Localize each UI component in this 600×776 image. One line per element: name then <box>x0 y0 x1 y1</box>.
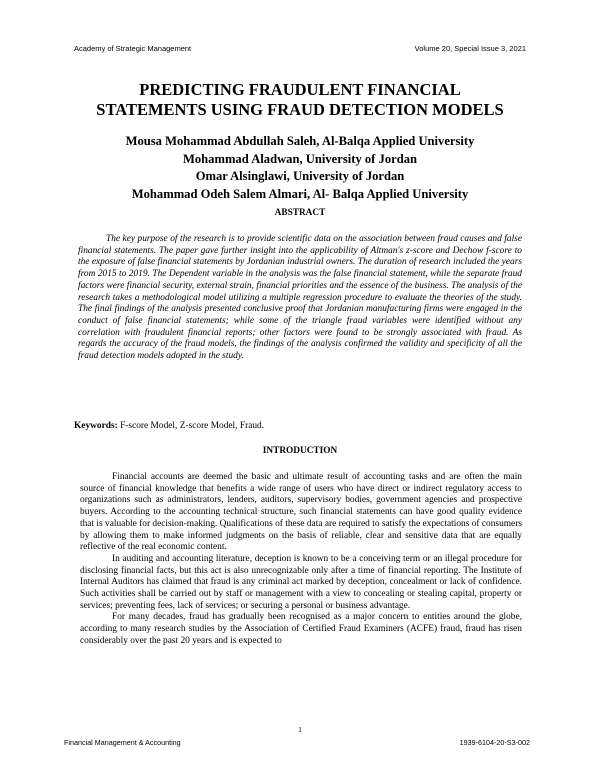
title-line-1: PREDICTING FRAUDULENT FINANCIAL <box>139 80 461 99</box>
footer-journal: Financial Management & Accounting <box>64 738 181 747</box>
paragraph-2: In auditing and accounting literature, deception is known to be a conceiving term or an illegal procedure for disclosing financial facts, but this act is also unrecognizable only after a time of financial reporting. The Institute of Internal Auditors has claimed that fraud is any criminal act marked by deception, concealment or lack of confidence. Such activities shall be carried out by staff or management with a view to concealing or stealing capital, property or services; preventing fees, lack of services; or securing a personal or business advantage. <box>80 553 522 611</box>
introduction-heading: INTRODUCTION <box>262 446 338 456</box>
introduction-body <box>80 472 522 648</box>
running-header <box>74 44 526 53</box>
journal-name: Academy of Strategic Management <box>74 44 192 53</box>
paragraph-1: Financial accounts are deemed the basic and ultimate result of accounting tasks and are often the main source of financial knowledge that benefits a wide range of users who have direct or indirect regulatory access to organizations such as administrators, lenders, auditors, supervisory bodies, government agencies and prospective buyers. According to the accounting technical structure, such financial statements can have good quality evidence that is valuable for decision-making. Qualifications of these data are required to satisfy the expectations of consumers by allowing them to make informed judgments on the basis of reliable, clear and sensitive data that are equally reflective of the real economic content. <box>80 472 522 553</box>
paper-title <box>60 80 540 120</box>
footer-article-id: 1939-6104-20-S3-002 <box>459 738 530 747</box>
title-line-2: STATEMENTS USING FRAUD DETECTION MODELS <box>96 100 504 119</box>
page-number: 1 <box>298 725 302 734</box>
abstract-heading: ABSTRACT <box>274 208 326 218</box>
volume-info: Volume 20, Special Issue 3, 2021 <box>414 44 526 53</box>
paragraph-3: For many decades, fraud has gradually been recognised as a major concern to entities around the globe, according to many research studies by the Association of Certified Fraud Examiners (ACFE) fraud, fraud has risen considerably over the past 20 years and is expected to <box>80 612 522 646</box>
keywords-label: Keywords: <box>74 421 118 431</box>
author-4: Mohammad Odeh Salem Almari, Al- Balqa Applied University <box>131 186 469 201</box>
keywords <box>74 421 526 431</box>
keywords-text: F-score Model, Z-score Model, Fraud. <box>117 421 265 431</box>
author-list <box>60 133 540 203</box>
abstract-text: The key purpose of the research is to provide scientific data on the association between fraud causes and false financial statements. The paper gave further insight into the applicability of Altman's z-score and Dechow f-score to the exposure of false financial statements by Jordanian industrial owners. The duration of research included the years from 2015 to 2019. The Dependent variable in the analysis was the false financial statement, while the separate fraud factors were financial security, external strain, financial priorities and the essence of the business. The analysis of the research takes a methodological model utilizing a multiple regression procedure to evaluate the theories of the study. The final findings of the analysis presented conclusive proof that Jordanian manufacturing firms were engaged in the conduct of false financial statements; while some of the triangle fraud variables were identified without any correlation with fraudulent financial reports; other factors were found to be strongly associated with fraud. As regards the accuracy of the fraud models, the findings of the analysis confirmed the validity and specificity of all the fraud detection models adopted in the study. <box>78 234 522 362</box>
author-2: Mohammad Aladwan, University of Jordan <box>182 151 418 166</box>
author-3: Omar Alsinglawi, University of Jordan <box>195 169 405 183</box>
running-footer <box>64 738 530 747</box>
author-1: Mousa Mohammad Abdullah Saleh, Al-Balqa Applied University <box>125 134 475 148</box>
